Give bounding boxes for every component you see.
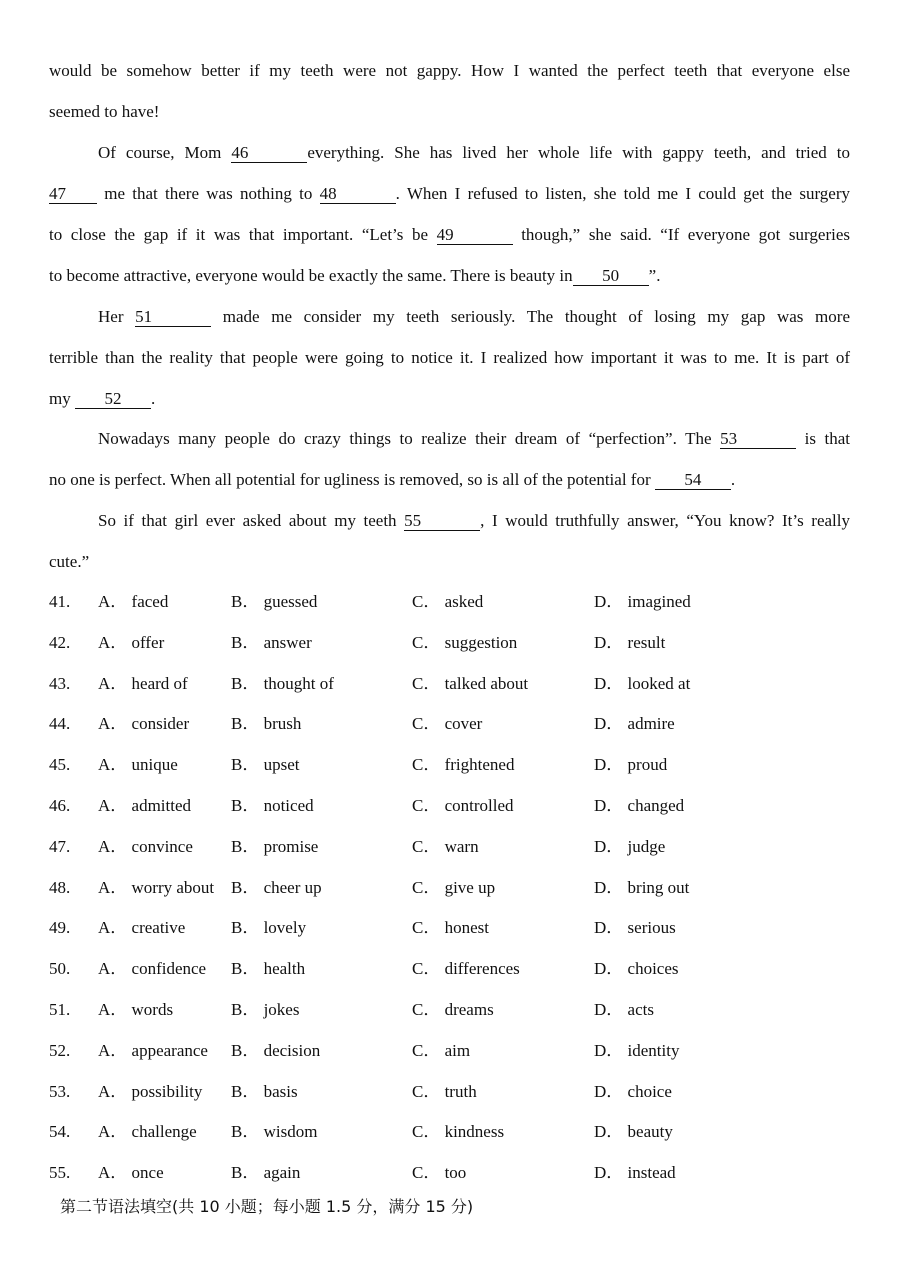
- passage-text: to close the gap if it was that important. “Let’s be: [49, 225, 437, 244]
- passage-text: made me consider my teeth seriously. The thought of losing my gap was more: [211, 307, 850, 326]
- option-a: A． admitted: [98, 796, 192, 815]
- question-number: 47.: [49, 837, 71, 856]
- option-b: B． answer: [231, 633, 312, 652]
- option-d: D． instead: [594, 1163, 676, 1182]
- passage-text: So if that girl ever asked about my teeth: [98, 511, 405, 530]
- option-a: A． worry about: [98, 878, 215, 897]
- blank-49: 49: [437, 226, 513, 245]
- passage-text: everything. She has lived her whole life with gappy teeth, and tried to: [307, 143, 850, 162]
- question-number: 50.: [49, 959, 71, 978]
- passage-text: to become attractive, everyone would be exactly the same. There is beauty in: [49, 266, 573, 285]
- option-d: D． judge: [594, 837, 666, 856]
- question-number: 45.: [49, 755, 71, 774]
- option-d: D． choices: [594, 959, 679, 978]
- option-c: C． suggestion: [412, 633, 518, 652]
- option-d: D． identity: [594, 1041, 680, 1060]
- option-c: C． frightened: [412, 755, 515, 774]
- option-a: A． creative: [98, 918, 186, 937]
- blank-54: 54: [655, 471, 731, 490]
- passage-line: [49, 224, 850, 246]
- option-d: D． bring out: [594, 878, 690, 897]
- question-number: 46.: [49, 796, 71, 815]
- blank-55: 55: [404, 512, 480, 531]
- passage-text: ”.: [648, 266, 661, 285]
- passage-line: [98, 142, 850, 164]
- option-c: C． warn: [412, 837, 479, 856]
- option-b: B． basis: [231, 1082, 298, 1101]
- blank-47: 47: [49, 185, 97, 204]
- passage-line: [49, 60, 850, 82]
- question-number: 44.: [49, 714, 71, 733]
- question-number: 48.: [49, 878, 71, 897]
- passage-text: is that: [796, 429, 850, 448]
- blank-52: 52: [75, 390, 151, 409]
- option-a: A． convince: [98, 837, 193, 856]
- blank-53: 53: [720, 430, 796, 449]
- option-b: B． decision: [231, 1041, 321, 1060]
- question-number: 43.: [49, 674, 71, 693]
- option-b: B． upset: [231, 755, 300, 774]
- option-a: A． appearance: [98, 1041, 208, 1060]
- option-b: B． health: [231, 959, 306, 978]
- passage-text: .: [730, 470, 736, 489]
- passage-text: .: [150, 389, 156, 408]
- question-number: 49.: [49, 918, 71, 937]
- passage-text: though,” she said. “If everyone got surgeries: [512, 225, 850, 244]
- option-c: C． too: [412, 1163, 467, 1182]
- option-d: D． result: [594, 633, 666, 652]
- passage-text: Nowadays many people do crazy things to realize their dream of “perfection”. The: [98, 429, 721, 448]
- blank-50: 50: [573, 267, 649, 286]
- question-number: 52.: [49, 1041, 71, 1060]
- question-number: 54.: [49, 1122, 71, 1141]
- question-number: 55.: [49, 1163, 71, 1182]
- option-d: D． imagined: [594, 592, 691, 611]
- option-b: B． again: [231, 1163, 301, 1182]
- option-b: B． wisdom: [231, 1122, 318, 1141]
- passage-line: [98, 306, 850, 328]
- option-c: C． talked about: [412, 674, 529, 693]
- option-c: C． give up: [412, 878, 496, 897]
- passage-text: cute.”: [49, 552, 90, 571]
- passage-text: would be somehow better if my teeth were not gappy. How I wanted the perfect teeth that everyone else: [49, 61, 850, 80]
- option-b: B． cheer up: [231, 878, 322, 897]
- question-number: 51.: [49, 1000, 71, 1019]
- option-c: C． asked: [412, 592, 484, 611]
- option-c: C． aim: [412, 1041, 471, 1060]
- passage-text: me that there was nothing to: [97, 184, 320, 203]
- option-b: B． brush: [231, 714, 302, 733]
- passage-line: [49, 551, 850, 573]
- blank-48: 48: [320, 185, 396, 204]
- section-heading: 第二节语法填空(共 10 小题；每小题 1.5 分，满分 15 分): [60, 1197, 474, 1216]
- option-d: D． beauty: [594, 1122, 673, 1141]
- passage-line: [98, 428, 850, 450]
- passage-line: [49, 347, 850, 369]
- question-number: 42.: [49, 633, 71, 652]
- passage-text: Her: [98, 307, 136, 326]
- option-c: C． dreams: [412, 1000, 494, 1019]
- option-c: C． truth: [412, 1082, 477, 1101]
- option-d: D． looked at: [594, 674, 691, 693]
- option-d: D． proud: [594, 755, 668, 774]
- passage-text: seemed to have!: [49, 102, 160, 121]
- passage-text: . When I refused to listen, she told me I could get the surgery: [395, 184, 851, 203]
- option-b: B． guessed: [231, 592, 318, 611]
- option-c: C． controlled: [412, 796, 514, 815]
- question-number: 41.: [49, 592, 71, 611]
- option-b: B． thought of: [231, 674, 334, 693]
- option-b: B． jokes: [231, 1000, 300, 1019]
- option-c: C． differences: [412, 959, 520, 978]
- option-c: C． cover: [412, 714, 483, 733]
- option-a: A． consider: [98, 714, 190, 733]
- blank-46: 46: [231, 144, 307, 163]
- option-a: A． once: [98, 1163, 164, 1182]
- passage-text: my: [49, 389, 75, 408]
- option-a: A． confidence: [98, 959, 207, 978]
- option-b: B． promise: [231, 837, 319, 856]
- option-b: B． lovely: [231, 918, 307, 937]
- question-number: 53.: [49, 1082, 71, 1101]
- passage-line: [49, 183, 850, 205]
- option-a: A． possibility: [98, 1082, 203, 1101]
- blank-51: 51: [135, 308, 211, 327]
- option-c: C． kindness: [412, 1122, 505, 1141]
- option-a: A． faced: [98, 592, 169, 611]
- option-d: D． choice: [594, 1082, 672, 1101]
- option-a: A． unique: [98, 755, 178, 774]
- passage-line: [49, 265, 850, 287]
- passage-text: no one is perfect. When all potential for ugliness is removed, so is all of the potential for: [49, 470, 655, 489]
- passage-line: [49, 388, 850, 410]
- passage-text: terrible than the reality that people were going to notice it. I realized how important it was to me. It is part of: [49, 348, 850, 367]
- option-d: D． admire: [594, 714, 675, 733]
- option-d: D． serious: [594, 918, 676, 937]
- passage-line: [49, 101, 850, 123]
- option-a: A． challenge: [98, 1122, 197, 1141]
- passage-text: , I would truthfully answer, “You know? It’s really: [480, 511, 850, 530]
- option-a: A． offer: [98, 633, 165, 652]
- passage-line: [49, 469, 850, 491]
- passage-line: [98, 510, 850, 532]
- passage-text: Of course, Mom: [98, 143, 232, 162]
- option-c: C． honest: [412, 918, 489, 937]
- option-a: A． words: [98, 1000, 174, 1019]
- option-b: B． noticed: [231, 796, 314, 815]
- option-d: D． changed: [594, 796, 685, 815]
- option-a: A． heard of: [98, 674, 188, 693]
- option-d: D． acts: [594, 1000, 654, 1019]
